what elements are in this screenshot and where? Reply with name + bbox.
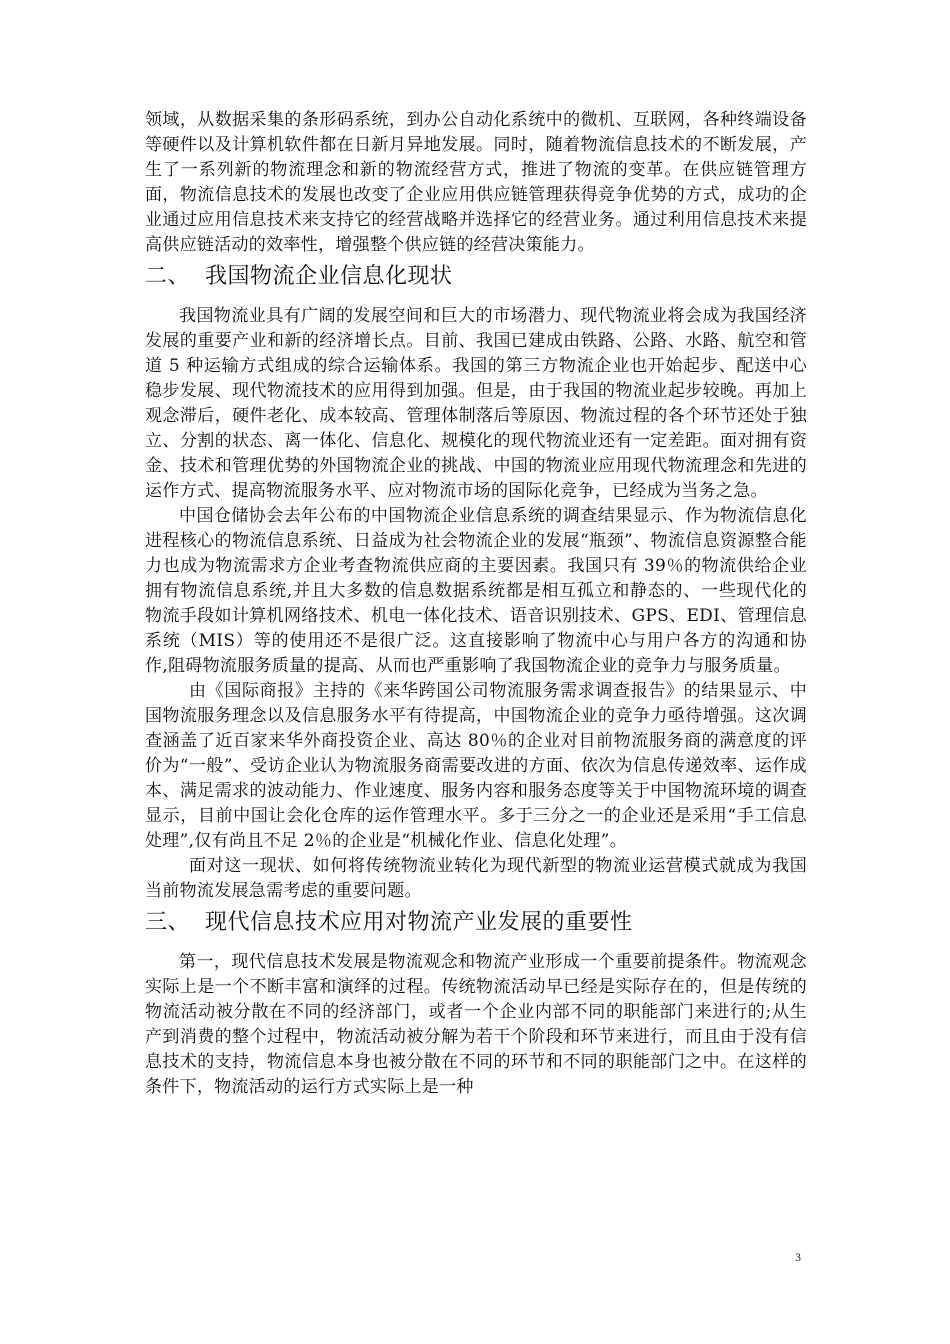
page-number: 3 [795, 1250, 801, 1264]
body-paragraph: 由《国际商报》主持的《来华跨国公司物流服务需求调查报告》的结果显示、中国物流服务理念以及信息服务水平有待提高，中国物流企业的竞争力亟待增强。这次调查涵盖了近百家来华外商投资企业、高达 80％的企业对目前物流服务商的满意度的评价为“一般”、受访企业认为物流服务商需要改进的方面、依次为信息传递效率、运作成本、满足需求的波动能力、作业速度、服务内容和服务态度等关于中国物流环境的调查显示，目前中国让会化仓库的运作管理水平。多于三分之一的企业还是采用“手工信息处理”,仅有尚且不足 2％的企业是“机械化作业、信息化处理”。 [145, 681, 807, 851]
section-title: 我国物流企业信息化现状 [205, 264, 453, 289]
section-heading-2 [145, 260, 807, 294]
body-paragraph: 中国仓储协会去年公布的中国物流企业信息系统的调查结果显示、作为物流信息化进程核心的物流信息系统、日益成为社会物流企业的发展“瓶颈”、物流信息资源整合能力也成为物流需求方企业考查物流供应商的主要因素。我国只有 39％的物流供给企业拥有物流信息系统,并且大多数的信息数据系统都是相互孤立和静态的、一些现代化的物流手段如计算机网络技术、机电一体化技术、语音识别技术、GPS、EDI、管理信息系统（MIS）等的使用还不是很广泛。这直接影响了物流中心与用户各方的沟通和协作,阻碍物流服务质量的提高、从而也严重影响了我国物流企业的竞争力与服务质量。 [145, 506, 807, 676]
section-number: 三、 [145, 910, 191, 935]
body-paragraph: 我国物流业具有广阔的发展空间和巨大的市场潜力、现代物流业将会成为我国经济发展的重要产业和新的经济增长点。目前、我国已建成由铁路、公路、水路、航空和管道 5 种运输方式组成的综合运输体系。我国的第三方物流企业也开始起步、配送中心稳步发展、现代物流技术的应用得到加强。但是，由于我国的物流业起步较晚。再加上观念滞后，硬件老化、成本较高、管理体制落后等原因、物流过程的各个环节还处于独立、分割的状态、离一体化、信息化、规模化的现代物流业还有一定差距。面对拥有资金、技术和管理优势的外国物流企业的挑战、中国的物流业应用现代物流理念和先进的运作方式、提高物流服务水平、应对物流市场的国际化竞争，已经成为当务之急。 [145, 306, 807, 501]
section-number: 二、 [145, 264, 191, 289]
section-heading-3 [145, 906, 807, 940]
intro-paragraph: 领域，从数据采集的条形码系统，到办公自动化系统中的微机、互联网，各种终端设备等硬件以及计算机软件都在日新月异地发展。同时，随着物流信息技术的不断发展，产生了一系列新的物流理念和新的物流经营方式，推进了物流的变革。在供应链管理方面，物流信息技术的发展也改变了企业应用供应链管理获得竞争优势的方式，成功的企业通过应用信息技术来支持它的经营战略并选择它的经营业务。通过利用信息技术来提高供应链活动的效率性，增强整个供应链的经营决策能力。 [145, 110, 807, 255]
body-paragraph: 第一，现代信息技术发展是物流观念和物流产业形成一个重要前提条件。物流观念实际上是一个不断丰富和演绎的过程。传统物流活动早已经是实际存在的，但是传统的物流活动被分散在不同的经济部门，或者一个企业内部不同的职能部门来进行的;从生产到消费的整个过程中，物流活动被分解为若干个阶段和环节来进行，而且由于没有信息技术的支持，物流信息本身也被分散在不同的环节和不同的职能部门之中。在这样的条件下，物流活动的运行方式实际上是一种 [145, 952, 807, 1097]
section-title: 现代信息技术应用对物流产业发展的重要性 [205, 910, 633, 935]
page-body [145, 108, 807, 1100]
body-paragraph: 面对这一现状、如何将传统物流业转化为现代新型的物流业运营模式就成为我国当前物流发展急需考虑的重要问题。 [145, 856, 807, 901]
